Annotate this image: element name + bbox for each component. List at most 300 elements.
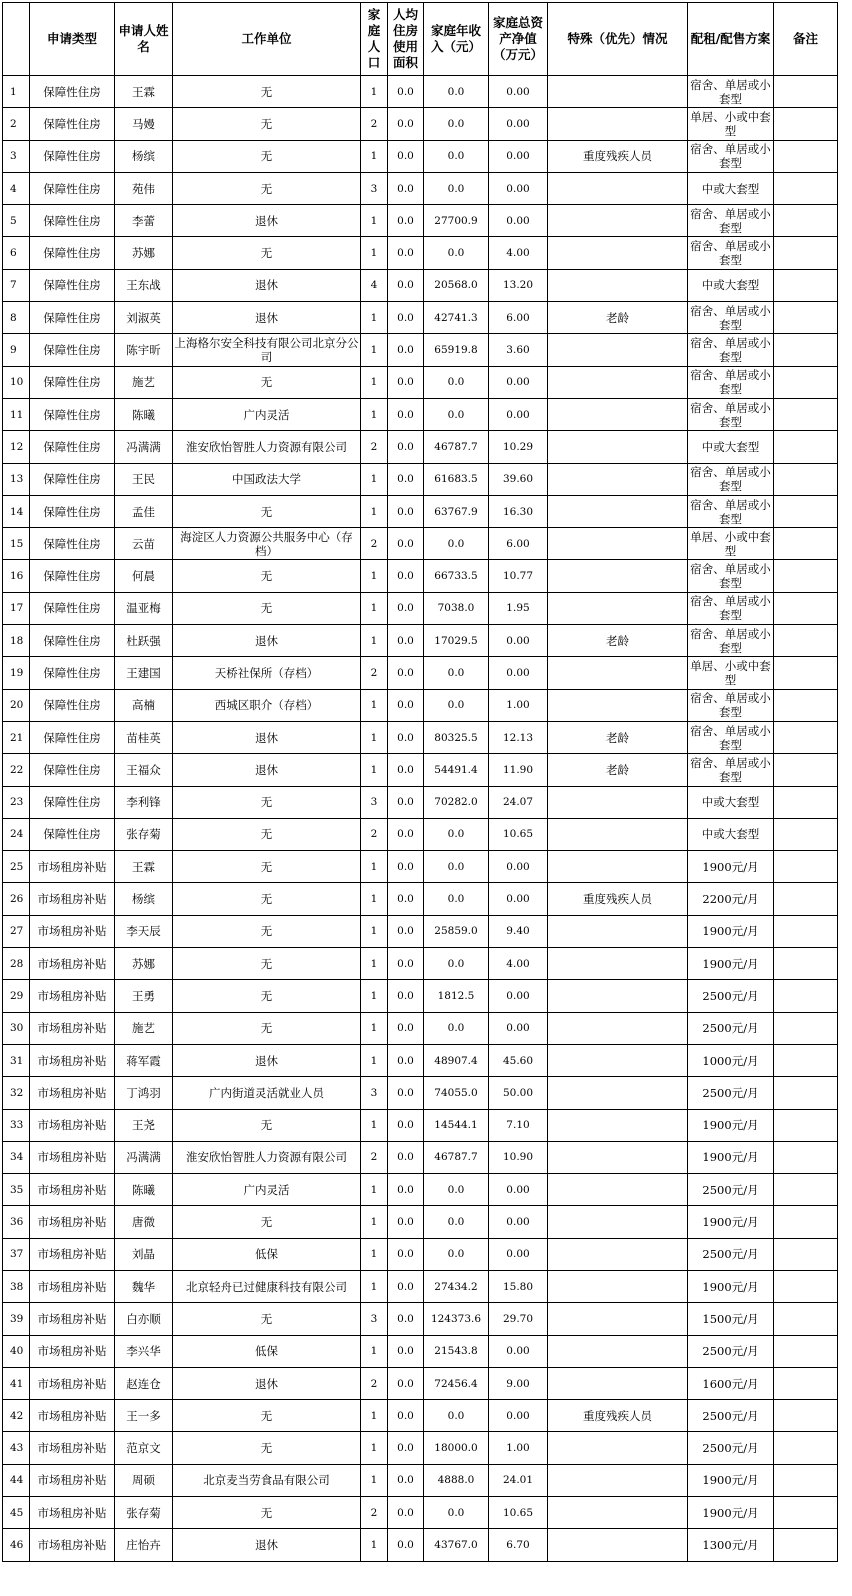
table-row — [3, 1141, 838, 1173]
cell-per-capita-area: 0.0 — [388, 851, 424, 883]
cell-household-size: 2 — [361, 1497, 388, 1529]
cell-per-capita-area: 0.0 — [388, 1141, 424, 1173]
cell-application-type: 保障性住房 — [30, 463, 115, 495]
cell-special-condition — [548, 398, 688, 430]
cell-remarks — [774, 625, 838, 657]
cell-application-type: 保障性住房 — [30, 366, 115, 398]
cell-annual-income: 0.0 — [424, 398, 489, 430]
cell-housing-plan: 1900元/月 — [688, 1497, 774, 1529]
cell-application-type: 市场租房补贴 — [30, 1044, 115, 1076]
cell-row-index: 42 — [3, 1400, 30, 1432]
cell-special-condition — [548, 786, 688, 818]
table-row — [3, 431, 838, 463]
cell-annual-income: 0.0 — [424, 366, 489, 398]
cell-work-unit: 无 — [173, 915, 361, 947]
cell-per-capita-area: 0.0 — [388, 980, 424, 1012]
cell-applicant-name: 孟佳 — [115, 495, 173, 527]
table-row — [3, 1044, 838, 1076]
cell-net-assets: 1.00 — [489, 689, 548, 721]
cell-applicant-name: 王建国 — [115, 657, 173, 689]
cell-annual-income: 18000.0 — [424, 1432, 489, 1464]
cell-annual-income: 46787.7 — [424, 1141, 489, 1173]
cell-special-condition — [548, 1206, 688, 1238]
cell-application-type: 保障性住房 — [30, 560, 115, 592]
cell-applicant-name: 王东战 — [115, 269, 173, 301]
cell-net-assets: 4.00 — [489, 237, 548, 269]
cell-net-assets: 0.00 — [489, 851, 548, 883]
cell-applicant-name: 苗桂英 — [115, 721, 173, 753]
cell-row-index: 34 — [3, 1141, 30, 1173]
cell-housing-plan: 1500元/月 — [688, 1303, 774, 1335]
cell-net-assets: 9.40 — [489, 915, 548, 947]
cell-net-assets: 0.00 — [489, 108, 548, 140]
cell-application-type: 保障性住房 — [30, 818, 115, 850]
cell-work-unit: 无 — [173, 237, 361, 269]
cell-housing-plan: 宿舍、单居或小套型 — [688, 237, 774, 269]
cell-annual-income: 0.0 — [424, 883, 489, 915]
cell-work-unit: 退休 — [173, 1044, 361, 1076]
cell-special-condition: 老龄 — [548, 302, 688, 334]
cell-remarks — [774, 915, 838, 947]
cell-application-type: 保障性住房 — [30, 302, 115, 334]
cell-row-index: 28 — [3, 948, 30, 980]
cell-per-capita-area: 0.0 — [388, 818, 424, 850]
cell-application-type: 保障性住房 — [30, 269, 115, 301]
header-remarks: 备注 — [774, 3, 838, 76]
cell-housing-plan: 宿舍、单居或小套型 — [688, 754, 774, 786]
cell-remarks — [774, 1077, 838, 1109]
cell-housing-plan: 宿舍、单居或小套型 — [688, 76, 774, 108]
cell-annual-income: 0.0 — [424, 76, 489, 108]
cell-household-size: 1 — [361, 980, 388, 1012]
cell-application-type: 保障性住房 — [30, 140, 115, 172]
cell-remarks — [774, 1174, 838, 1206]
cell-applicant-name: 王霖 — [115, 76, 173, 108]
cell-per-capita-area: 0.0 — [388, 1400, 424, 1432]
cell-annual-income: 65919.8 — [424, 334, 489, 366]
cell-work-unit: 广内灵活 — [173, 398, 361, 430]
cell-annual-income: 61683.5 — [424, 463, 489, 495]
cell-application-type: 市场租房补贴 — [30, 1206, 115, 1238]
cell-housing-plan: 1900元/月 — [688, 1270, 774, 1302]
header-per-capita-area: 人均住房使用面积 — [388, 3, 424, 76]
table-body — [3, 76, 838, 1562]
cell-housing-plan: 宿舍、单居或小套型 — [688, 495, 774, 527]
cell-per-capita-area: 0.0 — [388, 1206, 424, 1238]
cell-annual-income: 0.0 — [424, 948, 489, 980]
cell-special-condition — [548, 592, 688, 624]
cell-work-unit: 海淀区人力资源公共服务中心（存档） — [173, 528, 361, 560]
cell-special-condition — [548, 431, 688, 463]
cell-applicant-name: 庄怡卉 — [115, 1529, 173, 1561]
cell-row-index: 12 — [3, 431, 30, 463]
cell-annual-income: 0.0 — [424, 1012, 489, 1044]
cell-household-size: 1 — [361, 1174, 388, 1206]
table-row — [3, 237, 838, 269]
cell-annual-income: 54491.4 — [424, 754, 489, 786]
table-row — [3, 269, 838, 301]
cell-applicant-name: 蒋军霞 — [115, 1044, 173, 1076]
table-row — [3, 721, 838, 753]
cell-annual-income: 43767.0 — [424, 1529, 489, 1561]
cell-special-condition — [548, 1497, 688, 1529]
cell-per-capita-area: 0.0 — [388, 1174, 424, 1206]
cell-housing-plan: 2500元/月 — [688, 1335, 774, 1367]
cell-application-type: 市场租房补贴 — [30, 1529, 115, 1561]
cell-remarks — [774, 1141, 838, 1173]
cell-per-capita-area: 0.0 — [388, 205, 424, 237]
cell-work-unit: 退休 — [173, 269, 361, 301]
cell-net-assets: 6.00 — [489, 302, 548, 334]
cell-housing-plan: 单居、小或中套型 — [688, 108, 774, 140]
cell-application-type: 保障性住房 — [30, 495, 115, 527]
cell-annual-income: 0.0 — [424, 818, 489, 850]
cell-household-size: 1 — [361, 1335, 388, 1367]
table-row — [3, 1464, 838, 1496]
cell-application-type: 市场租房补贴 — [30, 1238, 115, 1270]
cell-special-condition — [548, 1109, 688, 1141]
cell-work-unit: 无 — [173, 495, 361, 527]
cell-remarks — [774, 76, 838, 108]
cell-per-capita-area: 0.0 — [388, 1270, 424, 1302]
table-row — [3, 495, 838, 527]
cell-applicant-name: 刘淑英 — [115, 302, 173, 334]
cell-housing-plan: 2200元/月 — [688, 883, 774, 915]
table-row — [3, 851, 838, 883]
cell-household-size: 1 — [361, 1238, 388, 1270]
cell-net-assets: 0.00 — [489, 1012, 548, 1044]
table-row — [3, 302, 838, 334]
table-row — [3, 1206, 838, 1238]
cell-net-assets: 50.00 — [489, 1077, 548, 1109]
cell-housing-plan: 中或大套型 — [688, 818, 774, 850]
cell-remarks — [774, 1400, 838, 1432]
cell-household-size: 2 — [361, 528, 388, 560]
cell-annual-income: 72456.4 — [424, 1367, 489, 1399]
cell-annual-income: 0.0 — [424, 1206, 489, 1238]
cell-remarks — [774, 398, 838, 430]
cell-remarks — [774, 1335, 838, 1367]
cell-housing-plan: 1900元/月 — [688, 1464, 774, 1496]
cell-annual-income: 0.0 — [424, 1497, 489, 1529]
cell-applicant-name: 苑伟 — [115, 172, 173, 204]
cell-per-capita-area: 0.0 — [388, 786, 424, 818]
table-row — [3, 172, 838, 204]
cell-special-condition — [548, 657, 688, 689]
cell-household-size: 1 — [361, 205, 388, 237]
cell-special-condition — [548, 689, 688, 721]
cell-per-capita-area: 0.0 — [388, 1077, 424, 1109]
table-row — [3, 689, 838, 721]
cell-row-index: 43 — [3, 1432, 30, 1464]
cell-applicant-name: 周硕 — [115, 1464, 173, 1496]
cell-applicant-name: 张存菊 — [115, 1497, 173, 1529]
cell-row-index: 3 — [3, 140, 30, 172]
cell-per-capita-area: 0.0 — [388, 172, 424, 204]
cell-remarks — [774, 108, 838, 140]
cell-annual-income: 21543.8 — [424, 1335, 489, 1367]
cell-per-capita-area: 0.0 — [388, 721, 424, 753]
cell-special-condition — [548, 1464, 688, 1496]
cell-per-capita-area: 0.0 — [388, 1335, 424, 1367]
cell-household-size: 1 — [361, 1012, 388, 1044]
cell-row-index: 24 — [3, 818, 30, 850]
cell-applicant-name: 云苗 — [115, 528, 173, 560]
cell-row-index: 1 — [3, 76, 30, 108]
cell-per-capita-area: 0.0 — [388, 1529, 424, 1561]
cell-remarks — [774, 948, 838, 980]
cell-work-unit: 无 — [173, 1206, 361, 1238]
cell-row-index: 7 — [3, 269, 30, 301]
cell-special-condition — [548, 205, 688, 237]
cell-application-type: 保障性住房 — [30, 592, 115, 624]
cell-application-type: 市场租房补贴 — [30, 1077, 115, 1109]
cell-applicant-name: 李兴华 — [115, 1335, 173, 1367]
cell-housing-plan: 中或大套型 — [688, 786, 774, 818]
cell-housing-plan: 2500元/月 — [688, 1174, 774, 1206]
cell-net-assets: 4.00 — [489, 948, 548, 980]
cell-housing-plan: 1000元/月 — [688, 1044, 774, 1076]
cell-applicant-name: 唐微 — [115, 1206, 173, 1238]
cell-housing-plan: 2500元/月 — [688, 980, 774, 1012]
cell-remarks — [774, 140, 838, 172]
cell-annual-income: 0.0 — [424, 108, 489, 140]
cell-household-size: 1 — [361, 76, 388, 108]
cell-per-capita-area: 0.0 — [388, 592, 424, 624]
cell-applicant-name: 何晨 — [115, 560, 173, 592]
cell-annual-income: 46787.7 — [424, 431, 489, 463]
cell-housing-plan: 1900元/月 — [688, 948, 774, 980]
cell-net-assets: 0.00 — [489, 366, 548, 398]
cell-application-type: 保障性住房 — [30, 754, 115, 786]
cell-special-condition: 老龄 — [548, 754, 688, 786]
cell-special-condition: 老龄 — [548, 625, 688, 657]
cell-work-unit: 无 — [173, 980, 361, 1012]
cell-net-assets: 1.00 — [489, 1432, 548, 1464]
cell-application-type: 保障性住房 — [30, 689, 115, 721]
cell-remarks — [774, 1206, 838, 1238]
cell-application-type: 市场租房补贴 — [30, 1335, 115, 1367]
table-row — [3, 398, 838, 430]
table-row — [3, 754, 838, 786]
cell-special-condition — [548, 1077, 688, 1109]
cell-special-condition — [548, 1012, 688, 1044]
table-row — [3, 948, 838, 980]
cell-remarks — [774, 1367, 838, 1399]
cell-row-index: 37 — [3, 1238, 30, 1270]
cell-application-type: 市场租房补贴 — [30, 980, 115, 1012]
cell-special-condition — [548, 915, 688, 947]
cell-housing-plan: 宿舍、单居或小套型 — [688, 398, 774, 430]
cell-application-type: 保障性住房 — [30, 172, 115, 204]
cell-per-capita-area: 0.0 — [388, 883, 424, 915]
cell-application-type: 保障性住房 — [30, 721, 115, 753]
cell-row-index: 23 — [3, 786, 30, 818]
cell-applicant-name: 马嫚 — [115, 108, 173, 140]
cell-work-unit: 无 — [173, 1012, 361, 1044]
cell-work-unit: 无 — [173, 76, 361, 108]
cell-row-index: 11 — [3, 398, 30, 430]
cell-per-capita-area: 0.0 — [388, 689, 424, 721]
cell-special-condition — [548, 948, 688, 980]
cell-work-unit: 淮安欣怡智胜人力资源有限公司 — [173, 1141, 361, 1173]
cell-application-type: 保障性住房 — [30, 398, 115, 430]
table-row — [3, 1109, 838, 1141]
cell-household-size: 1 — [361, 851, 388, 883]
cell-remarks — [774, 269, 838, 301]
cell-work-unit: 无 — [173, 883, 361, 915]
cell-household-size: 1 — [361, 754, 388, 786]
cell-special-condition — [548, 334, 688, 366]
cell-housing-plan: 宿舍、单居或小套型 — [688, 689, 774, 721]
cell-net-assets: 24.07 — [489, 786, 548, 818]
cell-remarks — [774, 495, 838, 527]
cell-work-unit: 无 — [173, 1497, 361, 1529]
cell-work-unit: 低保 — [173, 1238, 361, 1270]
cell-application-type: 保障性住房 — [30, 625, 115, 657]
table-row — [3, 818, 838, 850]
cell-special-condition — [548, 172, 688, 204]
cell-housing-plan: 单居、小或中套型 — [688, 528, 774, 560]
cell-per-capita-area: 0.0 — [388, 1367, 424, 1399]
cell-net-assets: 0.00 — [489, 172, 548, 204]
table-row — [3, 334, 838, 366]
cell-special-condition — [548, 851, 688, 883]
cell-row-index: 8 — [3, 302, 30, 334]
cell-work-unit: 无 — [173, 592, 361, 624]
cell-row-index: 21 — [3, 721, 30, 753]
cell-applicant-name: 冯满满 — [115, 431, 173, 463]
cell-household-size: 1 — [361, 1206, 388, 1238]
cell-row-index: 38 — [3, 1270, 30, 1302]
cell-remarks — [774, 786, 838, 818]
cell-work-unit: 无 — [173, 1432, 361, 1464]
cell-per-capita-area: 0.0 — [388, 463, 424, 495]
cell-row-index: 20 — [3, 689, 30, 721]
cell-net-assets: 0.00 — [489, 1335, 548, 1367]
cell-housing-plan: 1600元/月 — [688, 1367, 774, 1399]
cell-net-assets: 0.00 — [489, 1174, 548, 1206]
cell-net-assets: 0.00 — [489, 883, 548, 915]
table-row — [3, 528, 838, 560]
cell-row-index: 4 — [3, 172, 30, 204]
cell-remarks — [774, 721, 838, 753]
cell-net-assets: 1.95 — [489, 592, 548, 624]
cell-annual-income: 70282.0 — [424, 786, 489, 818]
cell-row-index: 25 — [3, 851, 30, 883]
cell-net-assets: 39.60 — [489, 463, 548, 495]
cell-row-index: 45 — [3, 1497, 30, 1529]
cell-household-size: 1 — [361, 1109, 388, 1141]
header-housing-plan: 配租/配售方案 — [688, 3, 774, 76]
cell-work-unit: 北京麦当劳食品有限公司 — [173, 1464, 361, 1496]
cell-special-condition — [548, 108, 688, 140]
table-row — [3, 1174, 838, 1206]
cell-per-capita-area: 0.0 — [388, 1303, 424, 1335]
cell-annual-income: 0.0 — [424, 1400, 489, 1432]
header-application-type: 申请类型 — [30, 3, 115, 76]
cell-annual-income: 0.0 — [424, 689, 489, 721]
table-row — [3, 1367, 838, 1399]
cell-household-size: 2 — [361, 1367, 388, 1399]
cell-housing-plan: 2500元/月 — [688, 1012, 774, 1044]
cell-housing-plan: 宿舍、单居或小套型 — [688, 366, 774, 398]
cell-remarks — [774, 560, 838, 592]
cell-per-capita-area: 0.0 — [388, 334, 424, 366]
cell-remarks — [774, 980, 838, 1012]
cell-row-index: 35 — [3, 1174, 30, 1206]
cell-work-unit: 中国政法大学 — [173, 463, 361, 495]
cell-annual-income: 0.0 — [424, 657, 489, 689]
cell-household-size: 1 — [361, 1464, 388, 1496]
cell-net-assets: 0.00 — [489, 76, 548, 108]
cell-household-size: 1 — [361, 463, 388, 495]
cell-per-capita-area: 0.0 — [388, 302, 424, 334]
cell-special-condition — [548, 1141, 688, 1173]
cell-application-type: 市场租房补贴 — [30, 948, 115, 980]
cell-work-unit: 无 — [173, 560, 361, 592]
cell-special-condition — [548, 1529, 688, 1561]
cell-applicant-name: 张存菊 — [115, 818, 173, 850]
cell-applicant-name: 王一多 — [115, 1400, 173, 1432]
cell-household-size: 1 — [361, 366, 388, 398]
cell-application-type: 市场租房补贴 — [30, 1109, 115, 1141]
cell-per-capita-area: 0.0 — [388, 398, 424, 430]
cell-special-condition — [548, 980, 688, 1012]
cell-work-unit: 无 — [173, 948, 361, 980]
cell-annual-income: 27700.9 — [424, 205, 489, 237]
cell-annual-income: 0.0 — [424, 237, 489, 269]
cell-remarks — [774, 1012, 838, 1044]
cell-row-index: 29 — [3, 980, 30, 1012]
cell-per-capita-area: 0.0 — [388, 657, 424, 689]
cell-household-size: 2 — [361, 818, 388, 850]
cell-per-capita-area: 0.0 — [388, 1044, 424, 1076]
cell-remarks — [774, 851, 838, 883]
cell-household-size: 1 — [361, 334, 388, 366]
cell-application-type: 保障性住房 — [30, 786, 115, 818]
cell-applicant-name: 李利锋 — [115, 786, 173, 818]
cell-applicant-name: 杜跃强 — [115, 625, 173, 657]
cell-remarks — [774, 1497, 838, 1529]
table-row — [3, 366, 838, 398]
table-row — [3, 140, 838, 172]
cell-special-condition — [548, 76, 688, 108]
cell-household-size: 1 — [361, 560, 388, 592]
cell-housing-plan: 1900元/月 — [688, 1141, 774, 1173]
cell-household-size: 1 — [361, 1400, 388, 1432]
cell-application-type: 市场租房补贴 — [30, 915, 115, 947]
cell-housing-plan: 中或大套型 — [688, 269, 774, 301]
cell-remarks — [774, 1464, 838, 1496]
cell-per-capita-area: 0.0 — [388, 140, 424, 172]
cell-per-capita-area: 0.0 — [388, 76, 424, 108]
cell-special-condition: 重度残疾人员 — [548, 1400, 688, 1432]
cell-applicant-name: 陈曦 — [115, 398, 173, 430]
cell-housing-plan: 中或大套型 — [688, 431, 774, 463]
cell-work-unit: 退休 — [173, 625, 361, 657]
cell-row-index: 22 — [3, 754, 30, 786]
cell-net-assets: 10.77 — [489, 560, 548, 592]
cell-housing-plan: 中或大套型 — [688, 172, 774, 204]
cell-housing-plan: 宿舍、单居或小套型 — [688, 592, 774, 624]
cell-annual-income: 14544.1 — [424, 1109, 489, 1141]
cell-net-assets: 7.10 — [489, 1109, 548, 1141]
cell-application-type: 市场租房补贴 — [30, 851, 115, 883]
cell-special-condition: 重度残疾人员 — [548, 140, 688, 172]
cell-remarks — [774, 1303, 838, 1335]
cell-work-unit: 低保 — [173, 1335, 361, 1367]
